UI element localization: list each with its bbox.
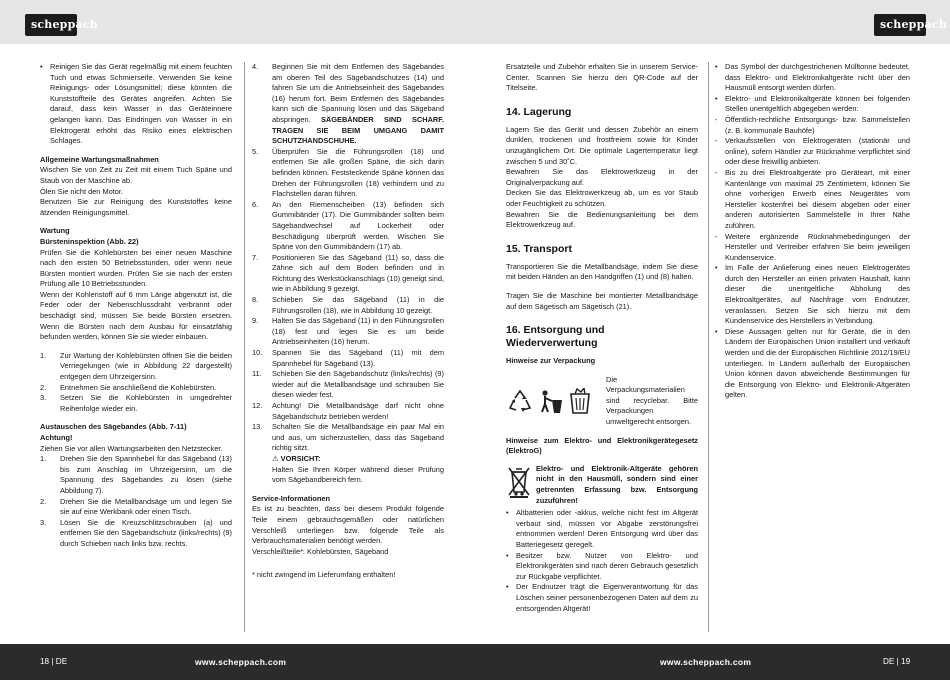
sub-heading: Bürsteninspektion (Abb. 22) — [40, 236, 139, 246]
section-heading: Service-Informationen — [252, 493, 331, 503]
list-item: 3. Lösen Sie die Kreuzschlitzschrauben (a) und entfernen Sie den Sägebandschutz (links/rechts) (9) durch Schieben nach links bzw. rechts. — [40, 517, 232, 548]
list-item: 3. Setzen Sie die Kohlebürsten in umgedrehter Reihenfolge wieder ein. — [40, 393, 232, 413]
sub-list-item: - Verkaufsstellen von Elektrogeräten (stationär und online), sofern Händler zur Rücknahme verpflichtet sind oder diese freiwillig anbieten. — [715, 136, 910, 167]
section-heading: Austauschen des Sägebandes (Abb. 7-11) — [40, 422, 187, 432]
section-heading: Wartung — [40, 226, 70, 236]
list-item: 1. Drehen Sie den Spannhebel für das Sägeband (13) bis zum Anschlag im Uhrzeigersinn, um die Spannung des Sägebandes zu lösen (siehe Abbildung 7). — [40, 454, 232, 495]
sub-list-item: - Öffentlich-rechtliche Entsorgungs- bzw. Sammelstellen (z. B. kommunale Bauhöfe) — [715, 114, 910, 135]
header-bar — [0, 0, 950, 44]
paragraph: Elektro- und Elektronik-Altgeräte gehören nicht in den Hausmüll, sondern sind einer getrennten Erfassung bzw. Entsorgung zuzuführen! — [536, 463, 698, 505]
recycle-icon — [506, 388, 534, 414]
paragraph: Lagern Sie das Gerät und dessen Zubehör an einem dunklen, trockenen und frostfreiem sowie für Kinder unzugänglichem Ort. Die optimale Lagertemperatur liegt zwischen 5 und 30˚C. — [506, 124, 698, 166]
list-item: • Altbatterien oder -akkus, welche nicht fest im Altgerät verbaut sind, müssen vor Abgabe zerstörungsfrei entnommen werden! Deren Entsorgung wird über das Batteriegesetz geregelt. — [506, 508, 698, 549]
list-item: 12. Achtung! Die Metallbandsäge darf nicht ohne Sägebandschutz betrieben werden! — [252, 401, 444, 421]
list-item: 13. Schalten Sie die Metallbandsäge ein paar Mal ein und aus, um sicherzustellen, dass das Sägeband richtig sitzt. — [252, 422, 444, 453]
footer-bar — [0, 644, 950, 680]
section-title-transport: 15. Transport — [506, 242, 572, 255]
website-link-left[interactable]: www.scheppach.com — [195, 657, 287, 667]
sub-heading: Hinweise zum Elektro- und Elektronikgerätegesetz (ElektroG) — [506, 435, 698, 456]
list-item: • Das Symbol der durchgestrichenen Mülltonne bedeutet, dass Elektro- und Elektronikaltgeräte nicht über den Hausmüll entsorgt werden dürfen. — [715, 62, 910, 93]
list-item: 9. Halten Sie das Sägeband (11) in den Führungsrollen (18) fest und legen Sie es um beide Antriebseinheiten (16) herum. — [252, 316, 445, 347]
paragraph: Ziehen Sie vor allen Wartungsarbeiten den Netzstecker. — [40, 443, 223, 453]
list-item: 10. Spannen Sie das Sägeband (11) mit dem Spannhebel für Sägeband (13). — [252, 348, 444, 368]
sub-list-item: - Bis zu drei Elektroaltgeräte pro Geräteart, mit einer Kantenlänge von maximal 25 Zentimetern, können Sie ohne vorherigen Erwerb eines Neugerätes vom Hersteller kostenfrei bei diesem abgeben oder einer anderen autorisierten Sammelstelle in Ihrer Nähe zuführen. — [715, 167, 910, 230]
list-item: 6. An den Riemenscheiben (13) befinden sich Gummibänder (17). Die Gummibänder sollten beim Sägebandwechsel auf Lockerheit oder Beschädigung überprüft werden. Wischen Sie Späne von den Gummibändern (17) ab. — [252, 199, 444, 252]
list-item: • Elektro- und Elektronikaltgeräte können bei folgenden Stellen unentgeltlich abgegeben werden: — [715, 93, 910, 114]
list-item: 11. Schieben Sie den Sägebandschutz (links/rechts) (9) wieder auf die Metallbandsäge und schrauben Sie diesen wieder fest. — [252, 369, 444, 400]
paragraph: Verschleißteile*: Kohlebürsten, Sägeband — [252, 546, 389, 556]
list-item: 2. Drehen Sie die Metallbandsäge um und legen Sie sie auf eine Werkbank oder einen Tisch. — [40, 496, 232, 517]
caution-note: ⚠ VORSICHT: Halten Sie Ihren Körper während dieser Prüfung vom Sägebandbereich fern. — [272, 453, 444, 485]
list-item: • Im Falle der Anlieferung eines neuen Elektrogerätes durch den Hersteller an einen privaten Haushalt, kann dieser die unentgeltliche Abholung des Elektroaltgerätes, auf Nachfrage vom Endnutzer, veranlassen. Setzen Sie sich hierzu mit dem Kundenservice des Herstellers in Verbindung. — [715, 263, 910, 326]
list-item: 4. Beginnen Sie mit dem Entfernen des Sägebandes am oberen Teil des Sägebandschutzes (14) und fahren Sie um die Antriebseinheit des Sägebandes (16) herum fort. Beim Entfernen des Sägebandes kann sich die Spannung lösen und das Sägeband abspringen. SÄGEBÄNDER SIND SCHARF. TRAGEN SIE BEIM UMGANG DAMIT SCHUTZHANDSCHUHE. — [252, 62, 444, 146]
section-title-lagerung: 14. Lagerung — [506, 105, 572, 118]
list-item: • Der Endnutzer trägt die Eigenverantwortung für das Löschen seiner personenbezogenen Daten auf dem zu entsorgenden Altgerät! — [506, 582, 698, 613]
column-3 — [506, 62, 698, 614]
paragraph: Bewahren Sie das Elektrowerkzeug in der Originalverpackung auf. — [506, 167, 698, 187]
paragraph: Prüfen Sie die Kohlebürsten bei einer neuen Maschine nach den ersten 50 Betriebsstunden, oder wenn neue Bürsten montiert wurden. Prüfen Sie sie nach der ersten Prüfung alle 10 Betriebsstunden. — [40, 247, 232, 289]
website-link-right[interactable]: www.scheppach.com — [660, 657, 752, 667]
paragraph: Tragen Sie die Maschine bei montierter Metallbandsäge auf dem Sägetisch am Sägetisch (21). — [506, 290, 698, 311]
section-heading: Allgemeine Wartungsmaßnahmen — [40, 154, 159, 164]
person-bin-icon — [538, 388, 564, 414]
packaging-info — [506, 375, 698, 428]
list-item: 8. Schieben Sie das Sägeband (11) in die Führungsrollen (18), wie in Abbildung 10 gezeigt. — [252, 295, 444, 315]
column-4 — [715, 62, 910, 401]
list-item: • Besitzer bzw. Nutzer von Elektro- und Elektronikgeräten sind nach deren Gebrauch gesetzlich zur Rückgabe verpflichtet. — [506, 550, 698, 581]
column-1 — [40, 62, 232, 550]
footnote: * nicht zwingend im Lieferumfang enthalten! — [252, 570, 396, 580]
sub-heading: Hinweise zur Verpackung — [506, 356, 596, 366]
list-item: 5. Überprüfen Sie die Führungsrollen (18) und entfernen Sie alle großen Späne, die sich darin befinden können. Feststeckende Späne können das Drehen der Führungsrollen (18) verhindern und zu Flachstellen daran führen. — [252, 146, 444, 199]
paper-bin-icon — [568, 388, 592, 414]
list-item: 7. Positionieren Sie das Sägeband (11) so, dass die Zähne sich auf dem Boden befinden und in Richtung des Werkstückanschlags (10) geneigt sind, wie in Abbildung 9 gezeigt. — [252, 252, 444, 294]
paragraph: Die Verpackungsmaterialien sind recyclebar. Bitte Verpackungen umweltgerecht entsorgen. — [606, 374, 698, 427]
paragraph: Ölen Sie nicht den Motor. — [40, 186, 123, 196]
list-item: 1. Zur Wartung der Kohlebürsten öffnen Sie die beiden Verriegelungen (wie in Abbildung 22 dargestellt) entgegen dem Uhrzeigersinn. — [40, 350, 232, 382]
paragraph: Ersatzteile und Zubehör erhalten Sie in unserem Service-Center. Scannen Sie hierzu den QR-Code auf der Titelseite. — [506, 62, 698, 93]
paragraph: Wischen Sie von Zeit zu Zeit mit einem Tuch Späne und Staub von der Maschine ab. — [40, 165, 232, 185]
brand-logo-left: scheppach — [25, 14, 77, 36]
sub-list-item: - Weitere ergänzende Rücknahmebedingungen der Hersteller und Vertreiber erfahren Sie beim jeweiligen Kundenservice. — [715, 231, 910, 262]
section-title-entsorgung: 16. Entsorgung und Wiederverwertung — [506, 324, 605, 350]
list-item: • Reinigen Sie das Gerät regelmäßig mit einem feuchten Tuch und etwas Schmierseife. Verwenden Sie keine Reinigungs- oder Lösungsmittel; diese könnten die Kunststoffteile des Gerätes angreifen. Achten Sie darauf, dass kein Wasser in das Geräteinnere gelangen kann. Das Eindringen von Wasser in ein Elektrogerät erhöht das Risiko eines elektrischen Schlages. — [40, 62, 232, 146]
weee-notice — [506, 464, 698, 506]
brand-logo-right: scheppach — [874, 14, 926, 36]
paragraph: Decken Sie das Elektrowerkzeug ab, um es vor Staub oder Feuchtigkeit zu schützen. — [506, 188, 698, 208]
column-divider-right — [708, 62, 709, 632]
paragraph: Bewahren Sie die Bedienungsanleitung bei dem Elektrowerkzeug auf. — [506, 209, 698, 230]
page-number-right: DE | 19 — [883, 657, 911, 666]
list-item: 2. Entnehmen Sie anschließend die Kohlebürsten. — [40, 382, 217, 392]
caution-label: ⚠ VORSICHT: — [272, 453, 321, 463]
page-number-left: 18 | DE — [40, 657, 68, 666]
column-divider-left — [244, 62, 245, 632]
crossed-bin-icon — [506, 464, 532, 498]
paragraph: Es ist zu beachten, dass bei diesem Produkt folgende Teile einem gebrauchsgemäßen oder natürlichen Verschleiß unterliegen bzw. folgende Teile als Verbrauchsmaterialien benötigt werden. — [252, 504, 444, 546]
paragraph: Wenn der Kohlenstoff auf 6 mm Länge abgenutzt ist, die Feder oder der Nebenschlussdraht verbrannt oder beschädigt sind, müssen Sie beide Bürsten ersetzen. Wenn die Bürsten nach dem Ausbau für einsatzfähig befunden werden, können Sie sie wieder einbauen. — [40, 289, 232, 342]
paragraph: Transportieren Sie die Metallbandsäge, indem Sie diese mit beiden Händen an den Handgriffen (1) und (8) halten. — [506, 261, 698, 282]
column-2 — [252, 62, 444, 581]
list-item: • Diese Aussagen gelten nur für Geräte, die in den Ländern der Europäischen Union installiert und verkauft werden und die der Europäischen Richtlinie 2012/19/EU unterliegen. In Ländern außerhalb der Europäischen Union können davon abweichende Bestimmungen für die Entsorgung von Elektro- und Elektronik-Altgeräten gelten. — [715, 326, 910, 400]
paragraph: Benutzen Sie zur Reinigung des Kunststoffes keine ätzenden Reinigungsmittel. — [40, 197, 232, 217]
warning-label: Achtung! — [40, 433, 73, 442]
